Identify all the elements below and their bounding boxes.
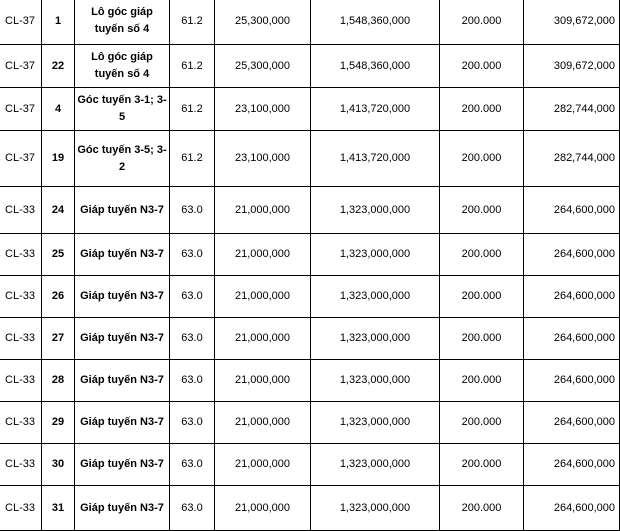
lot-number-cell: 28 [42,360,75,402]
block-code-cell: CL-33 [0,276,42,318]
total-price-cell: 1,323,000,000 [311,187,440,234]
total-price-cell: 1,323,000,000 [311,486,440,531]
table-row [0,486,620,531]
block-code-cell: CL-33 [0,402,42,444]
deposit-rate-cell: 200.000 [440,45,524,88]
lot-number-cell: 25 [42,234,75,276]
table-row [0,131,620,187]
block-code-cell: CL-33 [0,360,42,402]
total-price-cell: 1,548,360,000 [311,45,440,88]
table-row [0,402,620,444]
position-cell: Góc tuyến 3-5; 3-2 [75,131,170,187]
area-cell: 63.0 [170,360,215,402]
lot-number-cell: 30 [42,444,75,486]
lot-number-cell: 26 [42,276,75,318]
position-cell: Giáp tuyến N3-7 [75,234,170,276]
table-row [0,444,620,486]
total-price-cell: 1,413,720,000 [311,131,440,187]
area-cell: 63.0 [170,402,215,444]
total-price-cell: 1,323,000,000 [311,318,440,360]
lot-number-cell: 4 [42,88,75,131]
block-code-cell: CL-37 [0,45,42,88]
total-price-cell: 1,413,720,000 [311,88,440,131]
deposit-rate-cell: 200.000 [440,360,524,402]
position-cell: Góc tuyến 3-1; 3-5 [75,88,170,131]
block-code-cell: CL-37 [0,131,42,187]
lot-number-cell: 22 [42,45,75,88]
deposit-amount-cell: 264,600,000 [524,187,620,234]
area-cell: 61.2 [170,131,215,187]
total-price-cell: 1,323,000,000 [311,444,440,486]
unit-price-cell: 21,000,000 [215,402,311,444]
area-cell: 63.0 [170,234,215,276]
deposit-rate-cell: 200.000 [440,318,524,360]
table-row [0,276,620,318]
table-row [0,187,620,234]
deposit-rate-cell: 200.000 [440,486,524,531]
table-row [0,234,620,276]
deposit-amount-cell: 282,744,000 [524,131,620,187]
area-cell: 61.2 [170,88,215,131]
position-cell: Giáp tuyến N3-7 [75,360,170,402]
table-row [0,360,620,402]
deposit-amount-cell: 264,600,000 [524,360,620,402]
unit-price-cell: 21,000,000 [215,234,311,276]
position-cell: Lô góc giáp tuyến số 4 [75,0,170,45]
deposit-rate-cell: 200.000 [440,187,524,234]
table-row [0,0,620,45]
lot-number-cell: 31 [42,486,75,531]
block-code-cell: CL-37 [0,0,42,45]
area-cell: 61.2 [170,0,215,45]
lot-number-cell: 27 [42,318,75,360]
unit-price-cell: 25,300,000 [215,45,311,88]
position-cell: Giáp tuyến N3-7 [75,486,170,531]
lot-number-cell: 29 [42,402,75,444]
unit-price-cell: 21,000,000 [215,276,311,318]
table-row [0,88,620,131]
deposit-amount-cell: 264,600,000 [524,276,620,318]
deposit-rate-cell: 200.000 [440,234,524,276]
area-cell: 61.2 [170,45,215,88]
total-price-cell: 1,323,000,000 [311,276,440,318]
area-cell: 63.0 [170,486,215,531]
total-price-cell: 1,323,000,000 [311,234,440,276]
unit-price-cell: 21,000,000 [215,444,311,486]
deposit-amount-cell: 264,600,000 [524,402,620,444]
table-row [0,45,620,88]
block-code-cell: CL-33 [0,486,42,531]
position-cell: Giáp tuyến N3-7 [75,276,170,318]
lot-number-cell: 19 [42,131,75,187]
unit-price-cell: 25,300,000 [215,0,311,45]
unit-price-cell: 21,000,000 [215,187,311,234]
table-row [0,318,620,360]
deposit-rate-cell: 200.000 [440,402,524,444]
position-cell: Lô góc giáp tuyến số 4 [75,45,170,88]
unit-price-cell: 21,000,000 [215,486,311,531]
total-price-cell: 1,323,000,000 [311,402,440,444]
area-cell: 63.0 [170,318,215,360]
position-cell: Giáp tuyến N3-7 [75,187,170,234]
area-cell: 63.0 [170,444,215,486]
block-code-cell: CL-33 [0,318,42,360]
unit-price-cell: 21,000,000 [215,318,311,360]
deposit-rate-cell: 200.000 [440,0,524,45]
deposit-rate-cell: 200.000 [440,88,524,131]
position-cell: Giáp tuyến N3-7 [75,402,170,444]
block-code-cell: CL-33 [0,444,42,486]
deposit-rate-cell: 200.000 [440,276,524,318]
lot-number-cell: 1 [42,0,75,45]
unit-price-cell: 23,100,000 [215,131,311,187]
unit-price-cell: 21,000,000 [215,360,311,402]
unit-price-cell: 23,100,000 [215,88,311,131]
position-cell: Giáp tuyến N3-7 [75,318,170,360]
deposit-amount-cell: 264,600,000 [524,318,620,360]
deposit-amount-cell: 309,672,000 [524,45,620,88]
deposit-amount-cell: 264,600,000 [524,234,620,276]
deposit-amount-cell: 264,600,000 [524,444,620,486]
block-code-cell: CL-33 [0,187,42,234]
deposit-amount-cell: 282,744,000 [524,88,620,131]
lot-number-cell: 24 [42,187,75,234]
block-code-cell: CL-33 [0,234,42,276]
area-cell: 63.0 [170,276,215,318]
deposit-amount-cell: 309,672,000 [524,0,620,45]
deposit-amount-cell: 264,600,000 [524,486,620,531]
deposit-rate-cell: 200.000 [440,131,524,187]
area-cell: 63.0 [170,187,215,234]
total-price-cell: 1,323,000,000 [311,360,440,402]
position-cell: Giáp tuyến N3-7 [75,444,170,486]
total-price-cell: 1,548,360,000 [311,0,440,45]
deposit-rate-cell: 200.000 [440,444,524,486]
block-code-cell: CL-37 [0,88,42,131]
